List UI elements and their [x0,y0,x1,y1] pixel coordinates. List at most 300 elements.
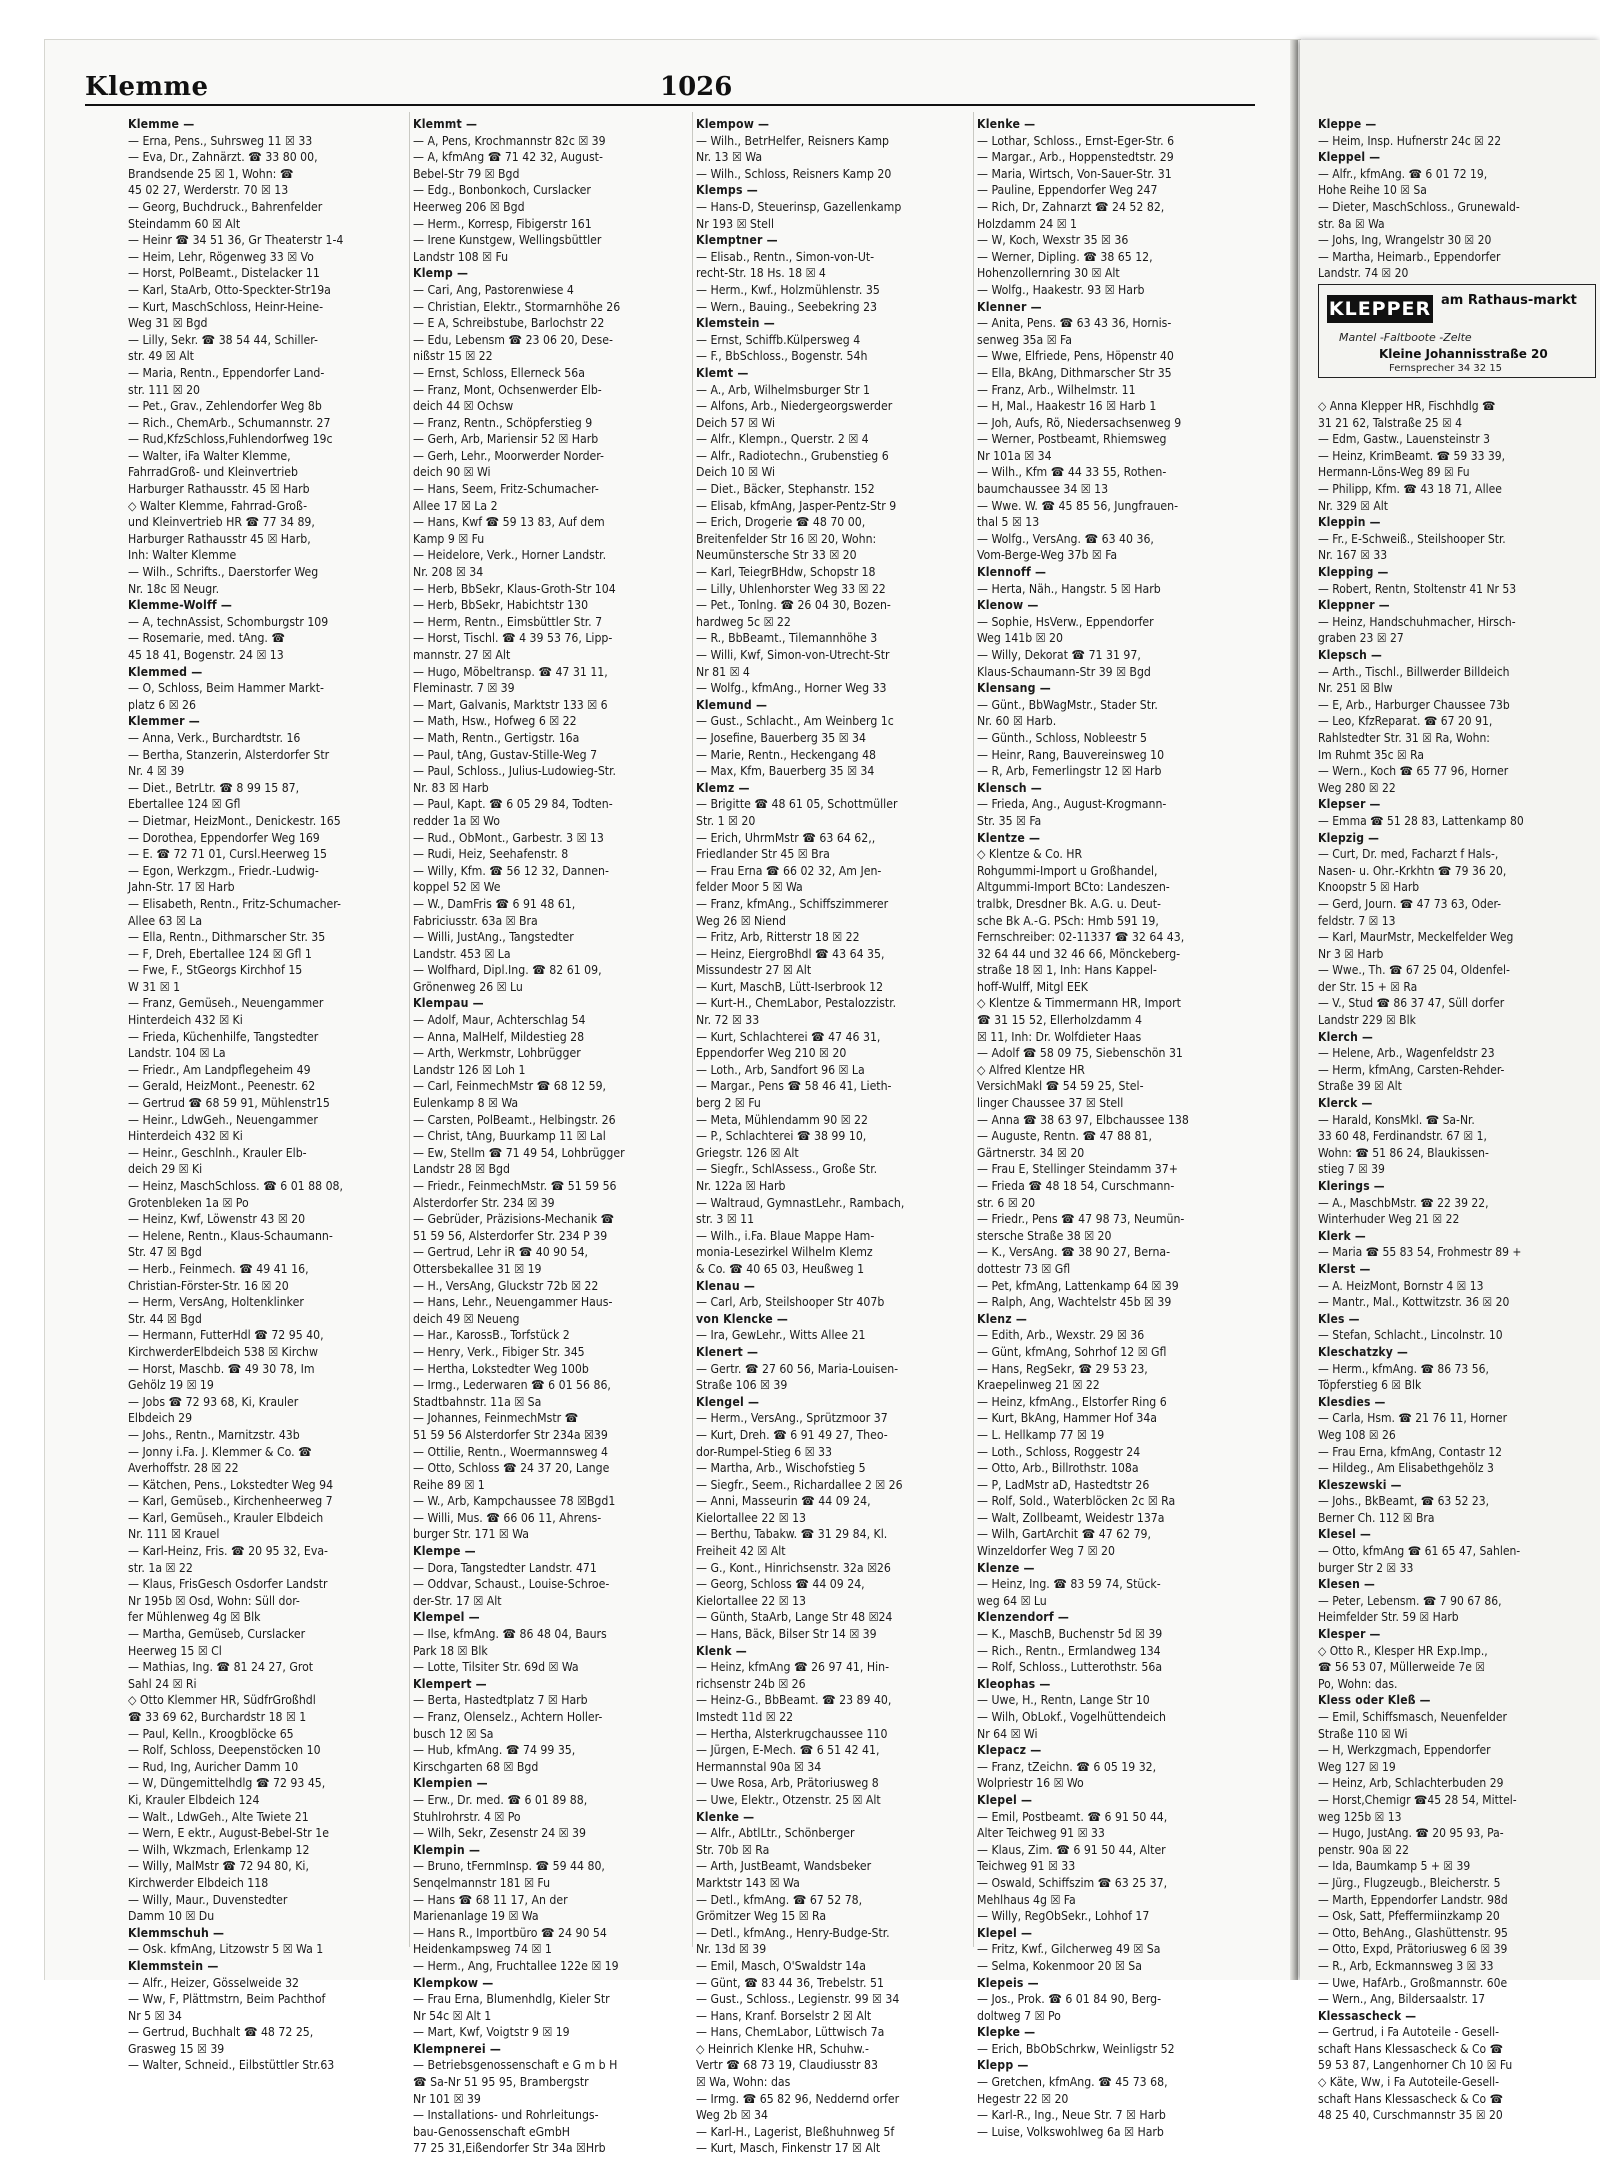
directory-entry-line: — Rud,KfzSchloss,Fuhlendorfweg 19c [128,432,333,447]
page-header [85,70,1255,106]
surname-heading: Klenert — [696,1344,759,1359]
directory-entry-line: Nr. 122a ☒ Harb [696,1179,786,1193]
directory-entry-line: — W, Düngemittelhdlg ☎ 72 93 45, [128,1776,326,1791]
directory-entry-line: — Math, Rentn., Gertigstr. 16a [413,730,580,745]
directory-entry-line: Hinterdeich 432 ☒ Ki [128,1013,243,1028]
directory-entry-line: — Ira, GewLehr., Witts Allee 21 [696,1328,866,1343]
directory-entry-line: — Paul, Kapt. ☎ 6 05 29 84, Todten- [413,797,613,812]
directory-entry-line: — Leo, KfzReparat. ☎ 67 20 91, [1318,714,1493,729]
directory-entry-line: Nr 101a ☒ 34 [977,448,1052,463]
directory-entry-line: thal 5 ☒ 13 [977,515,1040,530]
surname-heading: Kleppel — [1318,150,1381,165]
ad-address: Kleine Johannisstraße 20 [1379,347,1548,361]
directory-entry-line: Fleminastr. 7 ☒ 39 [413,681,515,696]
directory-entry-line: Str. 35 ☒ Fa [977,813,1042,828]
directory-entry-line: — Ww, F, Plättmstrn, Beim Pachthof [128,1992,326,2007]
directory-entry-line: ◇ Alfred Klentze HR [977,1062,1085,1077]
surname-heading: Klennoff — [977,565,1047,580]
directory-entry-line: ◇ Klentze & Timmermann HR, Import [977,996,1181,1011]
directory-entry-line: — Ilse, kfmAng. ☎ 86 48 04, Baurs [413,1627,607,1642]
directory-entry-line: weg 64 ☒ Lu [977,1593,1047,1608]
directory-entry-line: — Pet., Grav., Zehlendorfer Weg 8b [128,399,322,414]
directory-entry-line: — Friedr., Am Landpflegeheim 49 [128,1062,311,1077]
directory-entry-line: — Edm, Gastw., Lauensteinstr 3 [1318,432,1491,447]
surname-heading: Klemps — [696,183,758,198]
directory-entry-line: Nr 101 ☒ 39 [413,2091,481,2106]
surname-heading: Kleophas — [977,1676,1051,1691]
directory-entry-line: — Herm., kfmAng. ☎ 86 73 56, [1318,1361,1489,1376]
directory-entry-line: KirchwerderElbdeich 538 ☒ Kirchw [128,1344,318,1359]
directory-entry-line: Freiheit 42 ☒ Alt [696,1544,786,1559]
directory-entry-line: — Wilh, ObLokf., Vogelhüttendeich [977,1710,1166,1724]
directory-entry-line: Landstr. 74 ☒ 20 [1318,266,1409,281]
directory-entry-line: — Osk, Satt, Pfeffermiinzkamp 20 [1318,1909,1500,1924]
directory-entry-line: — Gertr. ☎ 27 60 56, Maria-Louisen- [696,1361,899,1376]
directory-entry-line: — Fr., E-Schweiß., Steilshooper Str. [1318,531,1506,546]
directory-entry-line: — Jobs ☎ 72 93 68, Ki, Krauler [128,1394,299,1409]
directory-entry-line: — Frieda, Küchenhilfe, Tangstedter [128,1029,319,1044]
klepper-advertisement [1318,284,1596,378]
directory-entry-line: Rohgummi-Import u Großhandel, [977,863,1158,878]
directory-entry-line: — Anna, Verk., Burchardtstr. 16 [128,730,301,745]
directory-entry-line: — Paul, tAng, Gustav-Stille-Weg 7 [413,747,598,762]
directory-entry-line: deich 29 ☒ Ki [128,1162,203,1177]
directory-entry-line: Missundestr 27 ☒ Alt [696,963,812,978]
directory-entry-line: — Pauline, Eppendorfer Weg 247 [977,183,1158,198]
directory-entry-line: — Diet., BetrLtr. ☎ 8 99 15 87, [128,780,300,795]
directory-entry-line: Ottersbekallee 31 ☒ 19 [413,1261,542,1276]
directory-entry-line: — Friedr., FeinmechMstr. ☎ 51 59 56 [413,1179,617,1193]
directory-entry-line: Nr 195b ☒ Osd, Wohn: Süll dor- [128,1593,300,1608]
directory-entry-line: recht-Str. 18 Hs. 18 ☒ 4 [696,266,826,281]
directory-entry-line: — Gretchen, kfmAng. ☎ 45 73 68, [977,2075,1168,2090]
directory-entry-line: — Herm, VersAng, Holtenklinker [128,1295,304,1310]
directory-entry-line: — V., Stud ☎ 86 37 47, Süll dorfer [1318,996,1505,1011]
directory-entry-line: — Wern., Koch ☎ 65 77 96, Horner [1318,764,1509,779]
directory-entry-line: Hinterdeich 432 ☒ Ki [128,1129,243,1144]
directory-entry-line: — Helene, Arb., Wagenfeldstr 23 [1318,1046,1495,1061]
directory-entry-line: Straße 39 ☒ Alt [1318,1079,1402,1094]
directory-entry-line: der Str. 15 + ☒ Ra [1318,979,1418,994]
directory-entry-line: berg 2 ☒ Fu [696,1096,761,1111]
directory-entry-line: — Maria, Rentn., Eppendorfer Land- [128,365,325,380]
directory-entry-line: — Herb, BbSekr, Klaus-Groth-Str 104 [413,581,616,596]
surname-heading: Klempel — [413,1610,480,1625]
directory-entry-line: — Günt, kfmAng, Sohrhof 12 ☒ Gfl [977,1344,1167,1359]
surname-heading: Klemmt — [413,117,478,131]
directory-entry-line: — Otto, Expd, Prätoriusweg 6 ☒ 39 [1318,1942,1508,1957]
directory-entry-line: — Johs., BkBeamt, ☎ 63 52 23, [1318,1494,1490,1509]
directory-entry-line: — Irene Kunstgew, Wellingsbüttler [413,233,602,248]
directory-entry-line: — Franz, Rentn., Schöpferstieg 9 [413,415,593,430]
directory-entry-line: Grotenbleken 1a ☒ Po [128,1195,249,1210]
surname-heading: Klepping — [1318,565,1389,580]
directory-entry-line: — Wilh., Schrifts., Daerstorfer Weg [128,565,319,580]
directory-entry-line: Landstr 229 ☒ Blk [1318,1013,1416,1028]
directory-entry-line: — Herm., Kwf., Holzmühlenstr. 35 [696,282,880,297]
directory-entry-line: — Horst, Maschb. ☎ 49 30 78, Im [128,1361,315,1376]
directory-entry-line: — Hans, Bäck, Bilser Str 14 ☒ 39 [696,1627,877,1642]
ad-logo: KLEPPER [1327,295,1433,323]
directory-entry-line: ◇ Klentze & Co. HR [977,847,1083,862]
directory-entry-line: — Lothar, Schloss., Ernst-Eger-Str. 6 [977,133,1175,148]
surname-heading: Klesdies — [1318,1394,1386,1409]
directory-entry-line: — Dieter, MaschSchloss., Grunewald- [1318,199,1520,214]
directory-entry-line: Im Ruhmt 35c ☒ Ra [1318,747,1425,762]
directory-entry-line: — Franz, tZeichn. ☎ 6 05 19 32, [977,1759,1157,1774]
directory-entry-line: — Hildeg., Am Elisabethgehölz 3 [1318,1461,1494,1476]
directory-entry-line: ☎ 31 15 52, Ellerholzdamm 4 [977,1013,1142,1028]
directory-entry-line: — Wwe., Th. ☎ 67 25 04, Oldenfel- [1318,963,1510,978]
directory-entry-line: — Franz, kfmAng., Schiffszimmerer [696,896,889,911]
surname-heading: Klepp — [977,2058,1029,2073]
ad-phone: Fernsprecher 34 32 15 [1389,363,1503,374]
directory-entry-line: 51 59 56 Alsterdorfer Str 234a ☒39 [413,1427,608,1442]
directory-entry-line: — Detl., kfmAng. ☎ 67 52 78, [696,1892,863,1907]
running-head-name: Klemme [85,72,209,102]
directory-entry-line: Harburger Rathausstr. 45 ☒ Harb [128,482,310,497]
directory-entry-line: — Heinz, EiergroBhdl ☎ 43 64 35, [696,946,885,961]
directory-entry-line: — Wilh., i.Fa. Blaue Mappe Ham- [696,1228,875,1243]
directory-entry-line: Töpferstieg 6 ☒ Blk [1318,1378,1422,1393]
directory-entry-line: — Jonny i.Fa. J. Klemmer & Co. ☎ [128,1444,312,1459]
directory-entry-line: Str. 1 ☒ 20 [696,813,756,828]
directory-entry-line: — Heinz, kfmAng., Elstorfer Ring 6 [977,1394,1167,1409]
directory-entry-line: — Otto, Schloss ☎ 24 37 20, Lange [413,1461,610,1476]
directory-entry-line: baumchaussee 34 ☒ 13 [977,482,1109,497]
directory-entry-line: dottestr 73 ☒ Gfl [977,1261,1071,1276]
directory-entry-line: — Elisab, kfmAng, Jasper-Pentz-Str 9 [696,498,897,513]
directory-entry-line: — Frau Erna, kfmAng, Contastr 12 [1318,1444,1503,1459]
directory-entry-line: Str. 70b ☒ Ra [696,1842,770,1857]
directory-entry-line: Heerweg 15 ☒ Cl [128,1643,222,1658]
directory-entry-line: — Arth, Werkmstr, Lohbrügger [413,1046,581,1061]
directory-entry-line: Landstr. 453 ☒ La [413,946,511,961]
directory-entry-line: weg 125b ☒ 13 [1318,1809,1402,1824]
directory-entry-line: ◇ Walter Klemme, Fahrrad-Groß- [128,498,308,513]
directory-entry-line: Nr. 13 ☒ Wa [696,150,763,165]
directory-entry-line: — Rud, Ing, Auricher Damm 10 [128,1759,299,1774]
directory-entry-line: Holzdamm 24 ☒ 1 [977,216,1077,231]
directory-entry-line: — Pet., Tonlng. ☎ 26 04 30, Bozen- [696,598,891,613]
directory-entry-line: und Kleinvertrieb HR ☎ 77 34 89, [128,515,315,530]
directory-entry-line: 45 18 41, Bogenstr. 24 ☒ 13 [128,648,284,662]
surname-heading: Klengel — [696,1394,760,1409]
surname-heading: Klerck — [1318,1096,1373,1111]
directory-entry-line: Landstr 126 ☒ Loh 1 [413,1062,526,1077]
directory-entry-line: Nr 193 ☒ Stell [696,216,775,231]
directory-entry-line: — H, Werkzgmach, Eppendorfer [1318,1743,1491,1758]
directory-entry-line: — Herta, Näh., Hangstr. 5 ☒ Harb [977,581,1161,596]
directory-entry-line: Weg 26 ☒ Niend [696,913,786,928]
directory-entry-line: schaft Hans Klessascheck & Co ☎ [1318,2091,1504,2106]
surname-heading: Klepacz — [977,1743,1042,1758]
directory-entry-line: — Gertrud, i Fa Autoteile - Gesell- [1318,2025,1499,2040]
directory-entry-line: — Lilly, Sekr. ☎ 38 54 44, Schiller- [128,332,318,347]
directory-entry-line: Averhoffstr. 28 ☒ 22 [128,1461,239,1476]
directory-entry-line: — Johannes, FeinmechMstr ☎ [413,1411,579,1426]
directory-entry-line: Grasweg 15 ☒ 39 [128,2041,225,2056]
directory-entry-line: Nr. 251 ☒ Blw [1318,681,1393,696]
directory-entry-line: Landstr 108 ☒ Fu [413,249,509,264]
directory-entry-line: schaft Hans Klessascheck & Co ☎ [1318,2041,1504,2056]
directory-entry-line: — Gust., Schlacht., Am Weinberg 1c [696,714,894,729]
directory-entry-line: — Peter, Lebensm. ☎ 7 90 67 86, [1318,1593,1502,1608]
directory-entry-line: Eppendorfer Weg 210 ☒ 20 [696,1046,847,1061]
directory-entry-line: — Karl, Gemüseb., Kirchenheerweg 7 [128,1494,333,1509]
directory-entry-line: — Rolf, Schloss., Lutterothstr. 56a [977,1660,1163,1675]
directory-entry-line: — Fritz, Arb, Ritterstr 18 ☒ 22 [696,930,860,945]
directory-entry-line: — Frieda ☎ 48 18 54, Curschmann- [977,1179,1175,1193]
directory-entry-line: — Ew, Stellm ☎ 71 49 54, Lohbrügger [413,1145,625,1160]
directory-entry-line: — Mart, Kwf, Voigtstr 9 ☒ 19 [413,2025,570,2040]
directory-entry-line: — Wolfg., VersAng. ☎ 63 40 36, [977,531,1154,546]
directory-entry-line: — Irmg., Lederwaren ☎ 6 01 56 86, [413,1378,611,1393]
directory-entry-line: Straße 106 ☒ 39 [696,1378,788,1393]
directory-entry-line: Heerweg 206 ☒ Bgd [413,199,525,214]
directory-column-4 [977,116,1257,2139]
directory-entry-line: graben 23 ☒ 27 [1318,631,1404,646]
directory-entry-line: — Günt, ☎ 83 44 36, Trebelstr. 51 [696,1975,884,1990]
directory-entry-line: — Carl, FeinmechMstr ☎ 68 12 59, [413,1079,607,1094]
directory-entry-line: Hermannstal 90a ☒ 34 [696,1759,822,1774]
directory-entry-line: — Anna ☎ 38 63 97, Elbchaussee 138 [977,1112,1189,1127]
directory-entry-line: — Waltraud, GymnastLehr., Rambach, [696,1195,905,1210]
directory-entry-line: — Edith, Arb., Wexstr. 29 ☒ 36 [977,1328,1145,1343]
directory-entry-line: — Betriebsgenossenschaft e G m b H [413,2058,618,2073]
directory-entry-line: — Johs, Ing, Wrangelstr 30 ☒ 20 [1318,233,1492,248]
directory-entry-line: Kielortallee 22 ☒ 13 [696,1593,807,1608]
directory-entry-line: — L. Hellkamp 77 ☒ 19 [977,1427,1105,1442]
directory-entry-line: Jahn-Str. 17 ☒ Harb [128,880,235,895]
directory-entry-line: — Hans R., Importbüro ☎ 24 90 54 [413,1925,607,1940]
directory-entry-line: — Elisab., Rentn., Simon-von-Ut- [696,249,875,264]
surname-heading: Klemme-Wolff — [128,598,233,613]
directory-entry-line: str. 3 ☒ 11 [696,1212,755,1227]
directory-entry-line: — Gerh, Arb, Mariensir 52 ☒ Harb [413,432,599,447]
directory-entry-line: — Emma ☎ 51 28 83, Lattenkamp 80 [1318,813,1524,828]
directory-entry-line: Stuhlrohrstr. 4 ☒ Po [413,1809,521,1824]
directory-entry-line: — Heinr., Geschlnh., Krauler Elb- [128,1145,307,1160]
surname-heading: Klensang — [977,681,1051,696]
directory-entry-line: — Herm., Korresp, Fibigerstr 161 [413,216,592,231]
surname-heading: Klesel — [1318,1527,1371,1542]
directory-entry-line: Knoopstr 5 ☒ Harb [1318,880,1420,895]
directory-entry-line: — E, Arb., Harburger Chaussee 73b [1318,697,1510,712]
directory-entry-line: — Heim, Lehr, Rögenweg 33 ☒ Vo [128,249,314,264]
surname-heading: Klempnerei — [413,2041,501,2056]
directory-entry-line: — Klaus, FrisGesch Osdorfer Landstr [128,1577,328,1592]
surname-heading: Klepel — [977,1925,1033,1940]
directory-entry-line: — Karl-R., Ing., Neue Str. 7 ☒ Harb [977,2108,1166,2123]
directory-entry-line: — Walter, Schneid., Eilbstüttler Str.63 [128,2058,335,2073]
surname-heading: Kleschatzky — [1318,1344,1408,1359]
directory-entry-line: — K., VersAng. ☎ 38 90 27, Berna- [977,1245,1171,1260]
directory-entry-line: — Uwe, HafArb., Großmannstr. 60e [1318,1975,1508,1990]
directory-entry-line: — Sophie, HsVerw., Eppendorfer [977,614,1154,629]
directory-entry-line: Nr. 13d ☒ 39 [696,1942,767,1957]
directory-entry-line: — Uwe, H., Rentn, Lange Str 10 [977,1693,1150,1708]
directory-entry-line: ◇ Käte, Ww, i Fa Autoteile-Gesell- [1318,2075,1499,2090]
directory-entry-line: — Maria ☎ 55 83 54, Frohmestr 89 + [1318,1245,1522,1260]
directory-entry-line: — Martha, Arb., Wischofstieg 5 [696,1461,866,1476]
directory-entry-line: Alsterdorfer Str. 234 ☒ 39 [413,1195,555,1210]
surname-heading: Klemmer — [128,714,200,729]
directory-entry-line: — Edu, Lebensm ☎ 23 06 20, Dese- [413,332,613,347]
directory-entry-line: VersichMakl ☎ 54 59 25, Stel- [977,1079,1144,1094]
directory-entry-line: — Franz, Olenselz., Achtern Holler- [413,1710,603,1724]
directory-entry-line: Altgummi-Import BCto: Landeszen- [977,880,1170,895]
directory-entry-line: str. 8a ☒ Wa [1318,216,1385,231]
surname-heading: Klepke — [977,2025,1036,2040]
directory-entry-line: — Klaus, Zim. ☎ 6 91 50 44, Alter [977,1842,1166,1857]
directory-entry-line: — Georg, Buchdruck., Bahrenfelder [128,199,323,214]
directory-entry-line: 51 59 56, Alsterdorfer Str. 234 P 39 [413,1228,608,1243]
directory-entry-line: — Wilh, Wkzmach, Erlenkamp 12 [128,1842,310,1857]
directory-entry-line: — Gertrud, Lehr iR ☎ 40 90 54, [413,1245,589,1260]
directory-entry-line: Winzeldorfer Weg 7 ☒ 20 [977,1544,1115,1559]
directory-entry-line: ◇ Otto Klemmer HR, SüdfrGroßhdl [128,1693,316,1708]
directory-entry-line: — Frau E, Stellinger Steindamm 37+ [977,1162,1178,1177]
directory-entry-line: — Rolf, Schloss, Deepenstöcken 10 [128,1743,321,1758]
directory-entry-line: — Osk. kfmAng, Litzowstr 5 ☒ Wa 1 [128,1942,324,1957]
directory-entry-line: — Walter, iFa Walter Klemme, [128,448,291,463]
directory-entry-line: straße 18 ☒ 1, Inh: Hans Kappel- [977,963,1157,978]
directory-entry-line: — Maria, Wirtsch, Von-Sauer-Str. 31 [977,166,1172,181]
directory-entry-line: — Kurt, Dreh. ☎ 6 91 49 27, Theo- [696,1427,888,1442]
surname-heading: Klepzig — [1318,830,1380,845]
directory-entry-line: — Elisabeth, Rentn., Fritz-Schumacher- [128,896,341,911]
directory-entry-line: — Marie, Rentn., Heckengang 48 [696,747,877,762]
directory-entry-line: — Kurt, MaschB, Lütt-Iserbrook 12 [696,979,884,994]
directory-entry-line: — Heinz, Arb, Schlachterbuden 29 [1318,1776,1504,1791]
directory-entry-line: Nr 81 ☒ 4 [696,664,750,679]
directory-entry-line: — Wilh., BetrHelfer, Reisners Kamp [696,133,890,148]
directory-entry-line: str. 6 ☒ 20 [977,1195,1036,1210]
directory-entry-line: — Jos., Prok. ☎ 6 01 84 90, Berg- [977,1992,1162,2007]
directory-entry-line: Senqelmannstr 181 ☒ Fu [413,1875,551,1890]
directory-entry-line: — Mantr., Mal., Kottwitzstr. 36 ☒ 20 [1318,1295,1510,1310]
directory-entry-line: Imstedt 11d ☒ 22 [696,1710,794,1724]
directory-entry-line: — R., Arb, Eckmannsweg 3 ☒ 33 [1318,1958,1494,1973]
directory-entry-line: — Herm., VersAng., Sprützmoor 37 [696,1411,888,1426]
directory-entry-line: — Pet, kfmAng, Lattenkamp 64 ☒ 39 [977,1278,1179,1293]
directory-entry-line: Grömitzer Weg 15 ☒ Ra [696,1909,827,1924]
directory-entry-line: Damm 10 ☒ Du [128,1909,215,1924]
directory-entry-line: — E A, Schreibstube, Barlochstr 22 [413,316,605,331]
directory-entry-line: feldstr. 7 ☒ 13 [1318,913,1396,928]
directory-entry-line: Nr 64 ☒ Wi [977,1726,1038,1741]
directory-entry-line: — Gerd, Journ. ☎ 47 73 63, Oder- [1318,896,1502,911]
directory-entry-line: — A, kfmAng ☎ 71 42 32, August- [413,150,603,165]
directory-entry-line: Straße 110 ☒ Wi [1318,1726,1408,1741]
directory-entry-line: Weg 2b ☒ 34 [696,2108,768,2123]
directory-entry-line: ☎ Sa-Nr 51 95 95, Brambergstr [413,2075,589,2090]
directory-entry-line: Klaus-Schaumann-Str 39 ☒ Bgd [977,664,1151,679]
directory-entry-line: — Gebrüder, Präzisions-Mechanik ☎ [413,1212,615,1227]
directory-entry-line: — Jürg., Flugzeugb., Bleicherstr. 5 [1318,1875,1501,1890]
directory-entry-line: — Gertrud ☎ 68 59 91, Mühlenstr15 [128,1096,330,1111]
directory-entry-line: — Auguste, Rentn. ☎ 47 88 81, [977,1129,1152,1144]
directory-entry-line: — Selma, Kokenmoor 20 ☒ Sa [977,1958,1142,1973]
directory-entry-line: — Siegfr., SchlAssess., Große Str. [696,1162,878,1177]
directory-entry-line: — Erw., Dr. med. ☎ 6 01 89 88, [413,1792,588,1807]
directory-entry-line: — Hans-D, Steuerinsp, Gazellenkamp [696,199,902,214]
directory-entry-line: — W., Arb, Kampchaussee 78 ☒Bgd1 [413,1494,616,1509]
directory-entry-line: Park 18 ☒ Blk [413,1643,488,1658]
directory-entry-line: Gärtnerstr. 34 ☒ 20 [977,1145,1085,1160]
directory-entry-line: — Gertrud, Buchhalt ☎ 48 72 25, [128,2025,314,2040]
directory-entry-line: str. 49 ☒ Alt [128,349,194,364]
directory-entry-line: — Franz, Gemüseh., Neuengammer [128,996,324,1011]
directory-entry-line: Fabriciusstr. 63a ☒ Bra [413,913,538,928]
surname-heading: Kleppner — [1318,598,1390,613]
directory-entry-line: — Adolf, Maur, Achterschlag 54 [413,1013,586,1028]
directory-entry-line: — Carsten, PolBeamt., Helbingstr. 26 [413,1112,616,1127]
surname-heading: Klenner — [977,299,1042,314]
directory-entry-line: — Hugo, JustAng. ☎ 20 95 93, Pa- [1318,1826,1504,1841]
directory-entry-line: — Rolf, Sold., Waterblöcken 2c ☒ Ra [977,1494,1176,1509]
directory-entry-line: Vom-Berge-Weg 37b ☒ Fa [977,548,1118,563]
directory-entry-line: — Paul, Schloss., Julius-Ludowieg-Str. [413,764,616,779]
directory-entry-line: monia-Lesezirkel Wilhelm Klemz [696,1245,873,1260]
surname-heading: Klepsch — [1318,648,1382,662]
ad-subtitle: Mantel -Faltboote -Zelte [1339,331,1472,344]
directory-entry-line: — Heinz, Kwf, Löwenstr 43 ☒ 20 [128,1212,306,1227]
directory-entry-line: — A. HeizMont, Bornstr 4 ☒ 13 [1318,1278,1484,1293]
surname-heading: Klenk — [696,1643,747,1658]
directory-entry-line: — Kurt, BkAng, Hammer Hof 34a [977,1411,1158,1426]
directory-entry-line: — Irmg. ☎ 65 82 96, Neddernd orfer [696,2091,900,2106]
directory-entry-line: — Otto, Arb., Billrothstr. 108a [977,1461,1139,1476]
directory-entry-line: — Hans ☎ 68 11 17, An der [413,1892,568,1907]
directory-entry-line: — Rud., ObMont., Garbestr. 3 ☒ 13 [413,830,604,845]
surname-heading: Kleppin — [1318,515,1381,530]
surname-heading: Klempin — [413,1842,481,1857]
directory-entry-line: — Willi, JustAng., Tangstedter [413,930,574,945]
directory-entry-line: Kraepelinweg 21 ☒ 22 [977,1378,1100,1393]
directory-entry-line: Elbdeich 29 [128,1411,193,1426]
directory-entry-line: — Heinz-G., BbBeamt. ☎ 23 89 40, [696,1693,892,1708]
directory-entry-line: — Marth, Eppendorfer Landstr. 98d [1318,1892,1508,1907]
surname-heading: von Klencke — [696,1311,789,1326]
directory-entry-line: — Günt., BbWagMstr., Stader Str. [977,697,1158,712]
directory-entry-line: 33 60 48, Ferdinandstr. 67 ☒ 1, [1318,1129,1487,1144]
directory-entry-line: — Willy, MalMstr ☎ 72 94 80, Ki, [128,1859,309,1874]
directory-entry-line: — Herm., Ang, Fruchtallee 122e ☒ 19 [413,1958,619,1973]
directory-entry-line: — Alfr., kfmAng. ☎ 6 01 72 19, [1318,166,1488,181]
surname-heading: Klenow — [977,598,1039,613]
surname-heading: Klepel — [977,1792,1033,1807]
directory-entry-line: — Paul, Kelln., Kroogblöcke 65 [128,1726,294,1741]
directory-entry-line: W 31 ☒ 1 [128,979,181,994]
directory-entry-line: burger Str. 171 ☒ Wa [413,1527,530,1542]
directory-entry-line: — Philipp, Kfm. ☎ 43 18 71, Allee [1318,482,1502,497]
directory-entry-line: — Herb, BbSekr, Habichtstr 130 [413,598,589,613]
directory-entry-line: senweg 35a ☒ Fa [977,332,1072,347]
directory-entry-line: — Johs., Rentn., Marnitzstr. 43b [128,1427,300,1442]
directory-entry-line: — Frau Erna ☎ 66 02 32, Am Jen- [696,863,882,878]
directory-entry-line: — Heinz, Handschuhmacher, Hirsch- [1318,614,1516,629]
directory-entry-line: — Kurt, Schlachterei ☎ 47 46 31, [696,1029,881,1044]
directory-entry-line: — Franz, Arb., Wilhelmstr. 11 [977,382,1136,397]
directory-entry-line: Weg 141b ☒ 20 [977,631,1063,646]
directory-entry-line: Wolpriestr 16 ☒ Wo [977,1776,1084,1791]
directory-entry-line: fer Mühlenweg 4g ☒ Blk [128,1610,261,1625]
directory-entry-line: Heimfelder Str. 59 ☒ Harb [1318,1610,1459,1625]
directory-entry-line: — Joh, Aufs, Rö, Niedersachsenweg 9 [977,415,1182,430]
directory-entry-line: deich 90 ☒ Wi [413,465,491,480]
